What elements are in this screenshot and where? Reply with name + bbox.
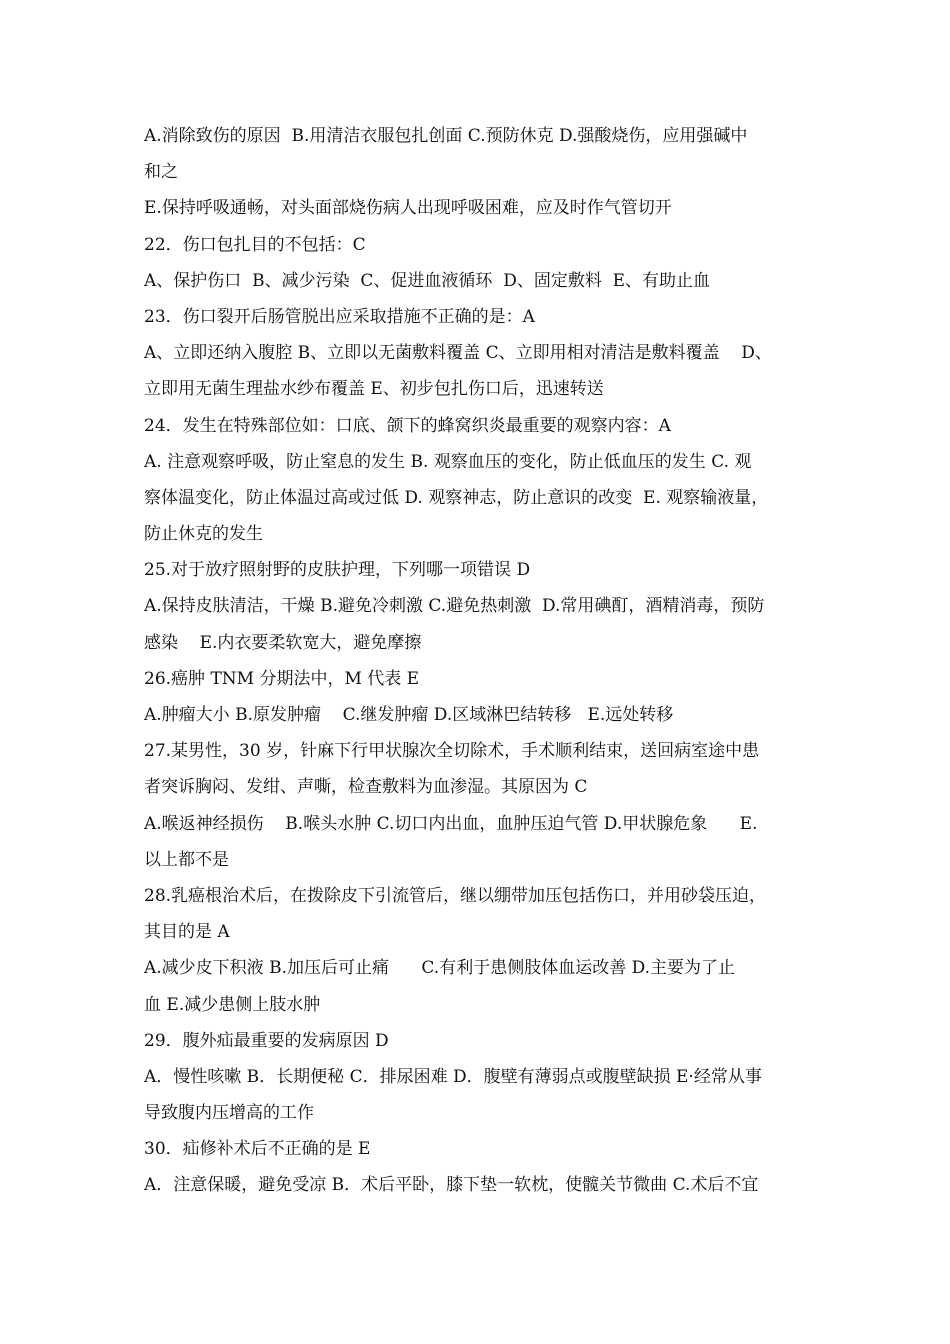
question-22-options: A、保护伤口 B、减少污染 C、促进血液循环 D、固定敷料 E、有助止血 [144, 270, 711, 291]
question-25-options: 感染 E.内衣要柔软宽大，避免摩擦 [144, 632, 422, 653]
question-29-options: A．慢性咳嗽 B．长期便秘 C．排尿困难 D．腹壁有薄弱点或腹壁缺损 E·经常从事 [144, 1066, 762, 1087]
question-29-options: 导致腹内压增高的工作 [144, 1103, 314, 1124]
text-line: E.保持呼吸通畅，对头面部烧伤病人出现呼吸困难，应及时作气管切开 [144, 198, 672, 219]
question-27-title: 27.某男性，30 岁，针麻下行甲状腺次全切除术，手术顺利结束，送回病室途中患 [144, 741, 760, 762]
question-28-title: 其目的是 A [144, 922, 230, 943]
question-26-options: A.肿瘤大小 B.原发肿瘤 C.继发肿瘤 D.区域淋巴结转移 E.远处转移 [144, 705, 674, 725]
question-30-options: A．注意保暖，避免受凉 B．术后平卧，膝下垫一软枕，使髋关节微曲 C.术后不宜 [144, 1175, 759, 1196]
question-24-options: A. 注意观察呼吸，防止窒息的发生 B. 观察血压的变化，防止低血压的发生 C. 观 [144, 451, 752, 472]
question-29-title: 29．腹外疝最重要的发病原因 D [144, 1030, 389, 1051]
question-28-title: 28.乳癌根治术后，在拨除皮下引流管后，继以绷带加压包括伤口，并用砂袋压迫， [144, 885, 767, 906]
question-24-options: 察体温变化，防止体温过高或过低 D. 观察神志，防止意识的改变 E. 观察输液量， [144, 487, 769, 508]
question-23-title: 23．伤口裂开后肠管脱出应采取措施不正确的是：A [144, 306, 535, 327]
question-23-options: 立即用无菌生理盐水纱布覆盖 E、初步包扎伤口后，迅速转送 [144, 379, 604, 400]
text-line: A.消除致伤的原因 B.用清洁衣服包扎创面 C.预防休克 D.强酸烧伤，应用强碱中 [144, 126, 748, 146]
question-27-options: 以上都不是 [144, 849, 229, 870]
question-26-title: 26.癌肿 TNM 分期法中，M 代表 E [144, 668, 420, 689]
text-line: 和之 [144, 162, 178, 183]
question-28-options: A.减少皮下积液 B.加压后可止痛 C.有利于患侧肢体血运改善 D.主要为了止 [144, 958, 736, 979]
question-28-options: 血 E.减少患侧上肢水肿 [144, 994, 321, 1015]
question-23-options: A、立即还纳入腹腔 B、立即以无菌敷料覆盖 C、立即用相对清洁是敷料覆盖 D、 [144, 343, 772, 364]
question-24-options: 防止休克的发生 [144, 524, 263, 545]
question-24-title: 24．发生在特殊部位如：口底、颌下的蜂窝织炎最重要的观察内容：A [144, 415, 671, 436]
document-body [144, 118, 816, 1204]
question-27-title: 者突诉胸闷、发绀、声嘶，检查敷料为血渗湿。其原因为 C [144, 777, 588, 798]
question-30-title: 30．疝修补术后不正确的是 E [144, 1139, 371, 1160]
question-25-options: A.保持皮肤清洁，干燥 B.避免冷刺激 C.避免热刺激 D.常用碘酊，酒精消毒，预防 [144, 596, 765, 617]
question-25-title: 25.对于放疗照射野的皮肤护理，下列哪一项错误 D [144, 560, 531, 581]
question-22-title: 22．伤口包扎目的不包括：C [144, 234, 366, 255]
question-27-options: A.喉返神经损伤 B.喉头水肿 C.切口内出血，血肿压迫气管 D.甲状腺危象 E. [144, 813, 758, 834]
